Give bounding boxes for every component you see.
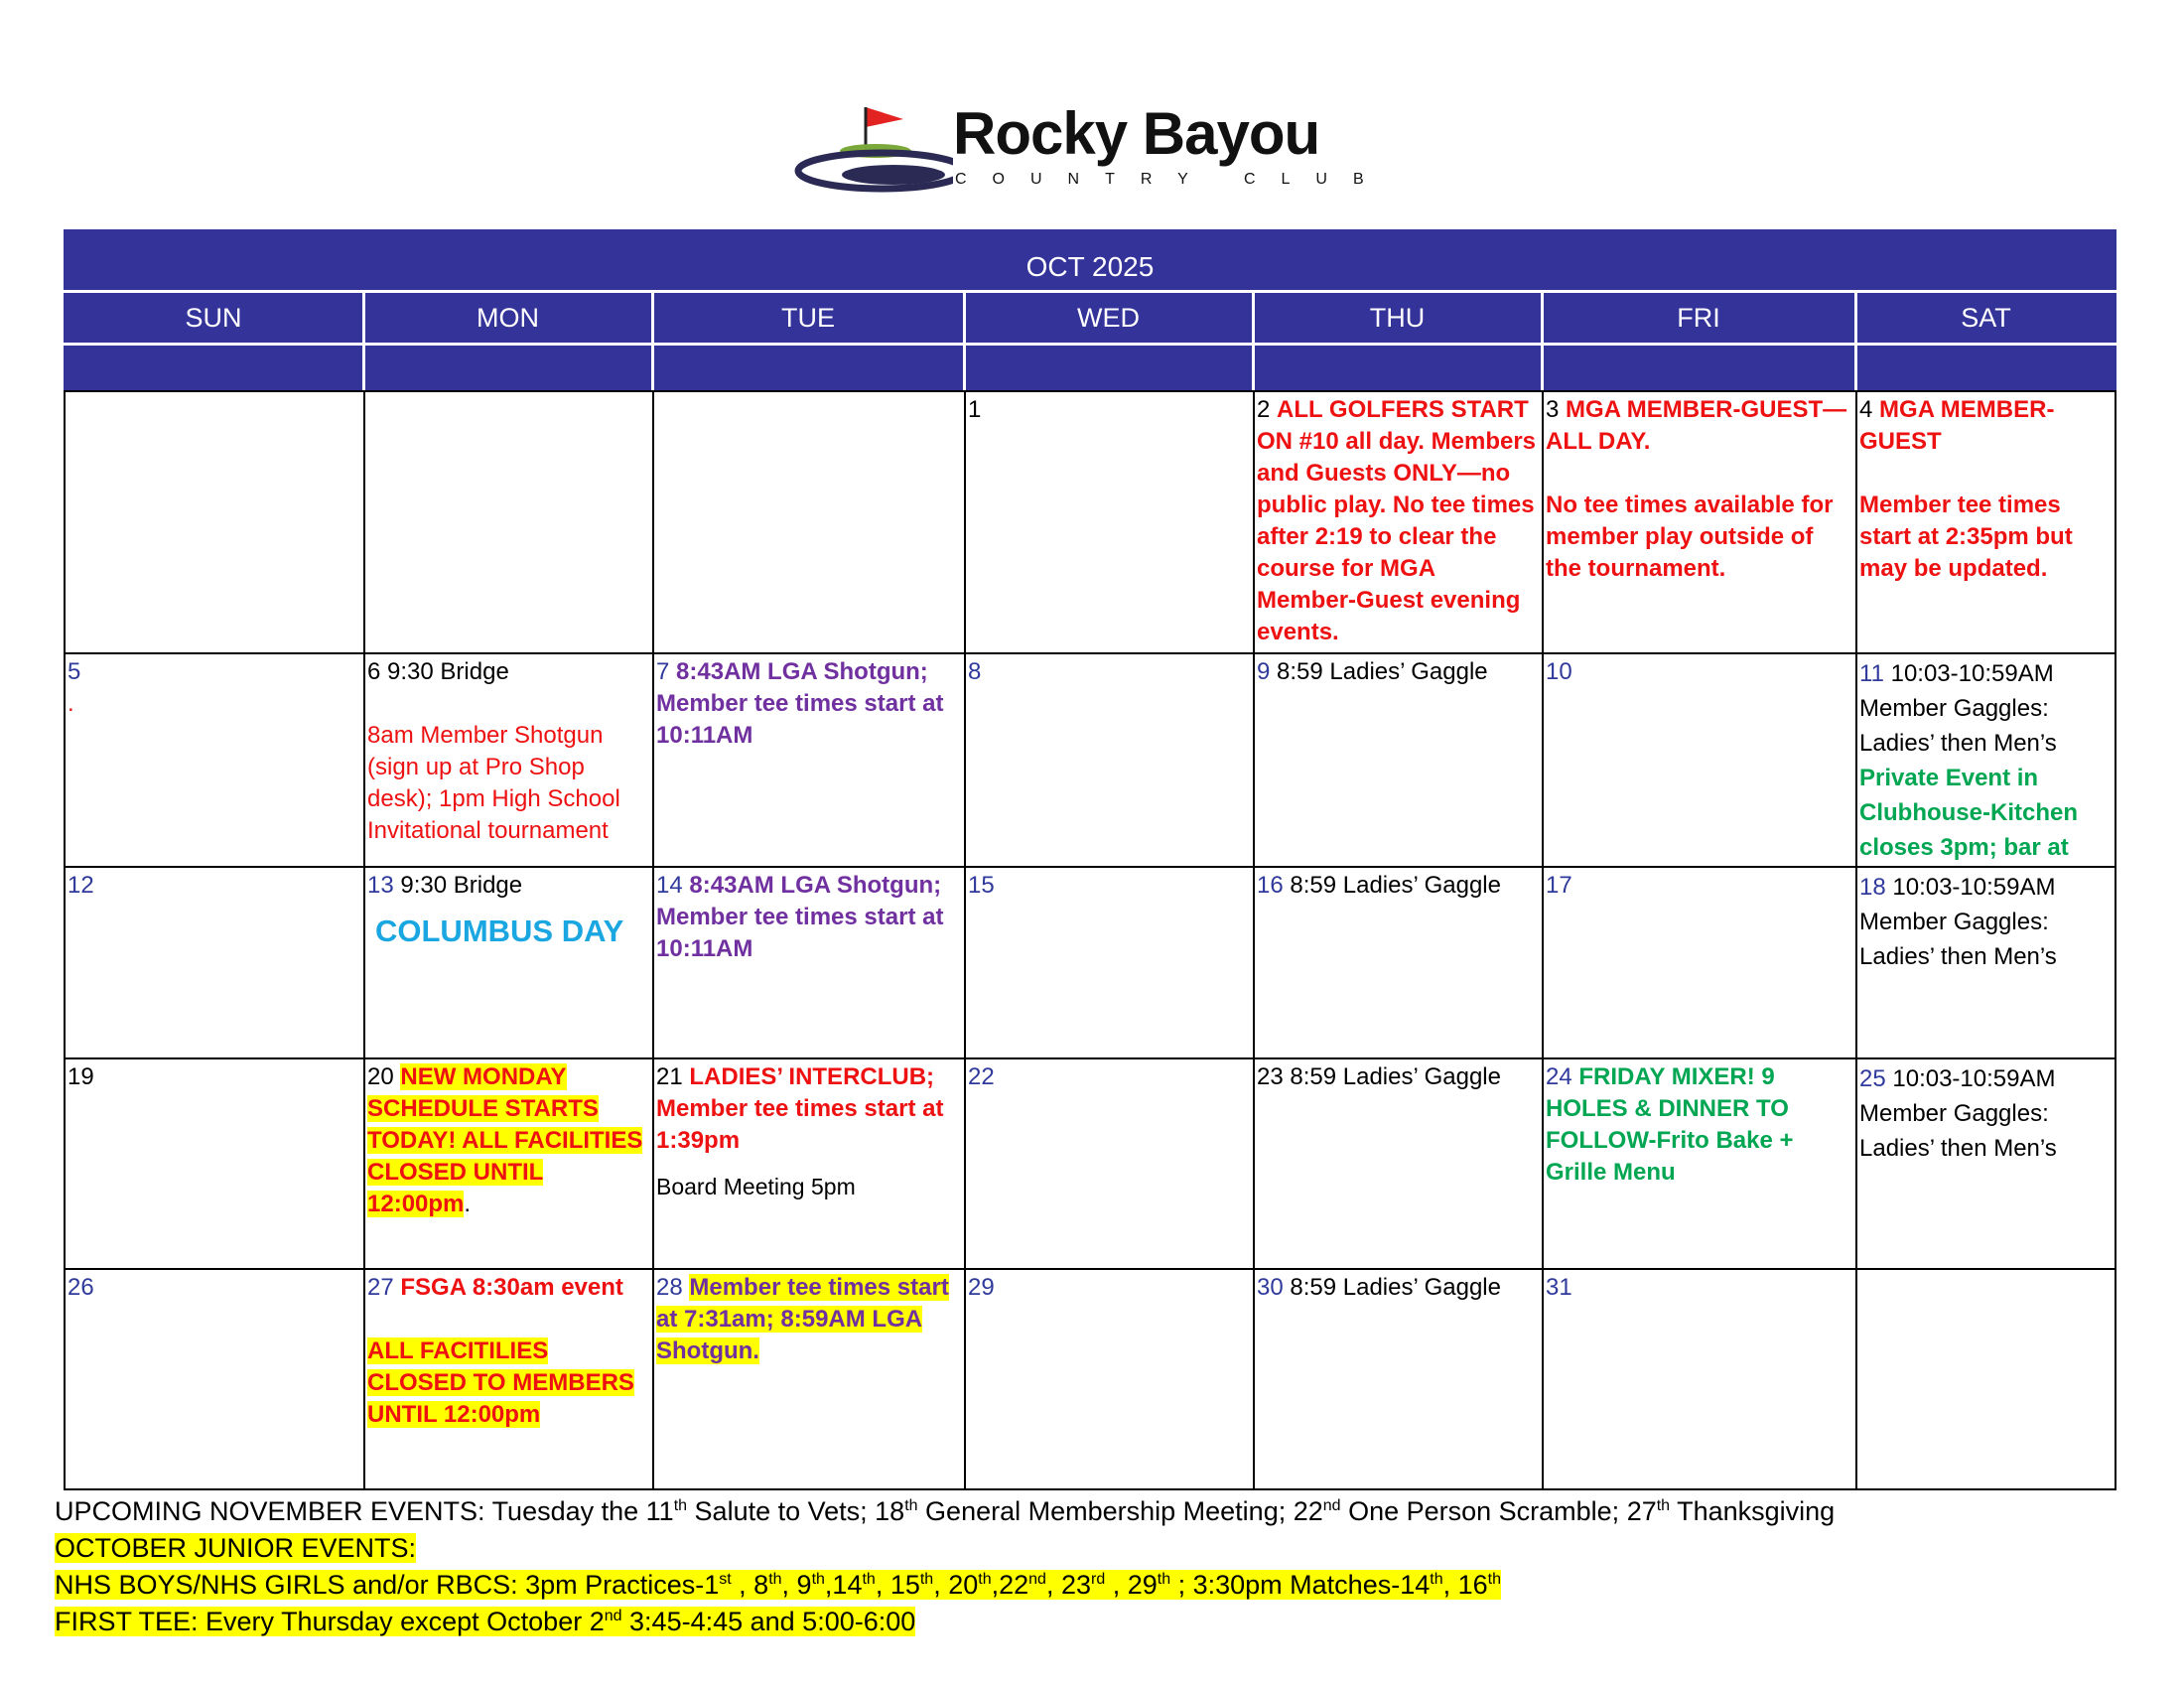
footer-text: Thanksgiving bbox=[1670, 1496, 1836, 1526]
footer-text: General Membership Meeting; 22 bbox=[917, 1496, 1323, 1526]
event-text: 8:59 Ladies’ Gaggle bbox=[1290, 1063, 1501, 1090]
event-text: 9:30 Bridge bbox=[387, 658, 509, 685]
day-number: 26 bbox=[68, 1274, 94, 1301]
day-cell-21 bbox=[654, 1059, 964, 1268]
event-text: 10:03-10:59AM Member Gaggles: Ladies’ then Men’s bbox=[1859, 660, 2057, 757]
day-number: 16 bbox=[1257, 872, 1284, 899]
event-text: FRIDAY MIXER! 9 HOLES & DINNER TO FOLLOW-Frito Bake + Grille Menu bbox=[1546, 1063, 1794, 1186]
day-cell-14 bbox=[654, 868, 964, 1057]
first-tee bbox=[55, 1604, 2139, 1640]
header-spacer-row bbox=[64, 346, 2116, 390]
event-text: NEW MONDAY SCHEDULE STARTS TODAY! ALL FACILITIES CLOSED UNTIL 12:00pm bbox=[367, 1063, 643, 1217]
day-number: 21 bbox=[656, 1063, 683, 1090]
footer-text: OCTOBER JUNIOR EVENTS: bbox=[55, 1533, 417, 1563]
day-number: 15 bbox=[968, 872, 995, 899]
event-text: 9:30 Bridge bbox=[400, 872, 523, 899]
ordinal-suffix: nd bbox=[604, 1608, 622, 1624]
day-number: 28 bbox=[656, 1274, 683, 1301]
event-text: 8:59 Ladies’ Gaggle bbox=[1290, 872, 1501, 899]
event-text: 8:59 Ladies’ Gaggle bbox=[1290, 1274, 1501, 1301]
day-number: 24 bbox=[1546, 1063, 1572, 1090]
footer-text: ,14 bbox=[824, 1570, 863, 1600]
logo-title: Rocky Bayou bbox=[953, 100, 1320, 167]
event-text: 8:43AM LGA Shotgun; Member tee times start at 10:11AM bbox=[656, 658, 944, 749]
day-number: 9 bbox=[1257, 658, 1271, 685]
day-cell-22 bbox=[966, 1059, 1253, 1268]
ordinal-suffix: th bbox=[919, 1571, 934, 1588]
event-text: LADIES’ INTERCLUB; bbox=[689, 1063, 935, 1090]
day-number: 17 bbox=[1546, 872, 1572, 899]
ordinal-suffix: th bbox=[811, 1571, 825, 1588]
footer-notes bbox=[55, 1493, 2139, 1640]
event-text: 8:43AM LGA Shotgun; Member tee times start at 10:11AM bbox=[656, 872, 944, 962]
footer-text: ; 3:30pm Matches-14 bbox=[1170, 1570, 1431, 1600]
ordinal-suffix: st bbox=[719, 1571, 732, 1588]
day-cell-9 bbox=[1255, 654, 1542, 866]
day-cell-25 bbox=[1857, 1059, 2115, 1268]
event-text: 10:03-10:59AM Member Gaggles: Ladies’ then Men’s bbox=[1859, 1065, 2057, 1162]
junior-events-title bbox=[55, 1530, 2139, 1567]
day-cell-29 bbox=[966, 1270, 1253, 1488]
event-text: Member tee times start at 1:39pm bbox=[656, 1095, 944, 1154]
day-number: 3 bbox=[1546, 396, 1560, 423]
club-logo bbox=[794, 99, 1390, 199]
day-number: 8 bbox=[968, 658, 982, 685]
day-number: 30 bbox=[1257, 1274, 1284, 1301]
weekday-fri: FRI bbox=[1677, 303, 1720, 333]
day-cell-31 bbox=[1544, 1270, 1855, 1488]
weekday-sat: SAT bbox=[1961, 303, 2011, 333]
footer-text: Salute to Vets; 18 bbox=[687, 1496, 905, 1526]
event-text: Member tee times start at 7:31am; 8:59AM LGA Shotgun. bbox=[656, 1274, 949, 1364]
day-cell-3 bbox=[1544, 392, 1855, 652]
weekday-thu: THU bbox=[1369, 303, 1426, 333]
footer-text: ,22 bbox=[991, 1570, 1029, 1600]
event-text: ALL FACITILIES CLOSED TO MEMBERS UNTIL 12:00pm bbox=[367, 1337, 634, 1428]
weekday-header bbox=[64, 293, 2116, 343]
day-cell-10 bbox=[1544, 654, 1855, 866]
ordinal-suffix: th bbox=[1487, 1571, 1501, 1588]
footer-text: , 9 bbox=[781, 1570, 812, 1600]
footer-text: , 20 bbox=[933, 1570, 979, 1600]
golf-flag-logo-icon bbox=[794, 99, 953, 199]
day-cell-23 bbox=[1255, 1059, 1542, 1268]
ordinal-suffix: th bbox=[978, 1571, 992, 1588]
month-header bbox=[64, 229, 2116, 290]
footer-text: UPCOMING NOVEMBER EVENTS: Tuesday the 11 bbox=[55, 1496, 674, 1526]
day-cell-26 bbox=[66, 1270, 363, 1488]
day-cell-8 bbox=[966, 654, 1253, 866]
day-number: 19 bbox=[68, 1063, 94, 1090]
day-cell-7 bbox=[654, 654, 964, 866]
ordinal-suffix: nd bbox=[1028, 1571, 1046, 1588]
day-number: 23 bbox=[1257, 1063, 1284, 1090]
day-cell-16 bbox=[1255, 868, 1542, 1057]
footer-text: FIRST TEE: Every Thursday except October 2 bbox=[55, 1607, 605, 1636]
day-cell-5 bbox=[66, 654, 363, 866]
event-text: Board Meeting 5pm bbox=[656, 1174, 856, 1199]
holiday-label: COLUMBUS DAY bbox=[375, 914, 624, 948]
event-text: Member tee times start at 2:35pm but may be updated. bbox=[1859, 492, 2073, 582]
event-text: ALL GOLFERS START ON #10 all day. Members and Guests ONLY—no public play. No tee times after 2:19 to clear the course for MGA Member-Guest evening events. bbox=[1257, 396, 1537, 645]
day-cell-20 bbox=[365, 1059, 652, 1268]
footer-text: , 15 bbox=[875, 1570, 920, 1600]
ordinal-suffix: th bbox=[673, 1497, 688, 1514]
day-number: 22 bbox=[968, 1063, 995, 1090]
day-cell-18 bbox=[1857, 868, 2115, 1057]
ordinal-suffix: th bbox=[862, 1571, 876, 1588]
day-number: 20 bbox=[367, 1063, 394, 1090]
day-number: 11 bbox=[1859, 660, 1884, 687]
event-text: FSGA 8:30am event bbox=[400, 1274, 623, 1301]
event-text: 10:03-10:59AM Member Gaggles: Ladies’ then Men’s bbox=[1859, 874, 2057, 970]
event-text: 8:59 Ladies’ Gaggle bbox=[1277, 658, 1488, 685]
weekday-sun: SUN bbox=[185, 303, 242, 333]
ordinal-suffix: th bbox=[904, 1497, 918, 1514]
event-text: Private Event in Clubhouse-Kitchen closes 3pm; bar at bbox=[1859, 765, 2078, 861]
footer-text: NHS BOYS/NHS GIRLS and/or RBCS: 3pm Practices-1 bbox=[55, 1570, 720, 1600]
day-number: 31 bbox=[1546, 1274, 1572, 1301]
day-cell-30 bbox=[1255, 1270, 1542, 1488]
event-text: MGA MEMBER-GUEST—ALL DAY. bbox=[1546, 396, 1847, 455]
footer-text: , 8 bbox=[731, 1570, 769, 1600]
day-cell-6 bbox=[365, 654, 652, 866]
day-cell-2 bbox=[1255, 392, 1542, 652]
nhs-practices bbox=[55, 1567, 2139, 1604]
day-cell-12 bbox=[66, 868, 363, 1057]
day-cell-4 bbox=[1857, 392, 2115, 652]
day-number: 14 bbox=[656, 872, 683, 899]
day-number: 25 bbox=[1859, 1065, 1886, 1092]
ordinal-suffix: th bbox=[1656, 1497, 1671, 1514]
day-number: 7 bbox=[656, 658, 670, 685]
day-cell-11 bbox=[1857, 654, 2115, 866]
day-cell-27 bbox=[365, 1270, 652, 1488]
november-events bbox=[55, 1493, 2139, 1530]
footer-text: , 23 bbox=[1045, 1570, 1091, 1600]
ordinal-suffix: nd bbox=[1322, 1497, 1341, 1514]
event-text: . bbox=[68, 690, 74, 717]
event-text-period: . bbox=[464, 1191, 472, 1217]
day-cell-17 bbox=[1544, 868, 1855, 1057]
day-number: 27 bbox=[367, 1274, 394, 1301]
ordinal-suffix: th bbox=[1430, 1571, 1443, 1588]
footer-text: , 29 bbox=[1105, 1570, 1158, 1600]
day-number: 18 bbox=[1859, 874, 1886, 901]
weekday-tue: TUE bbox=[781, 303, 835, 333]
day-number: 2 bbox=[1257, 396, 1271, 423]
event-text: MGA MEMBER-GUEST bbox=[1859, 396, 2055, 455]
day-number: 13 bbox=[367, 872, 394, 899]
footer-text: , 16 bbox=[1442, 1570, 1488, 1600]
event-text: 8am Member Shotgun (sign up at Pro Shop desk); 1pm High School Invitational tournament bbox=[367, 722, 620, 844]
day-number: 4 bbox=[1859, 396, 1873, 423]
month-title: OCT 2025 bbox=[1025, 251, 1155, 282]
day-number: 12 bbox=[68, 872, 94, 899]
day-cell-15 bbox=[966, 868, 1253, 1057]
event-text: No tee times available for member play outside of the tournament. bbox=[1546, 492, 1834, 582]
weekday-wed: WED bbox=[1077, 303, 1140, 333]
ordinal-suffix: th bbox=[768, 1571, 782, 1588]
calendar-grid bbox=[64, 390, 2116, 1490]
day-cell-1 bbox=[966, 392, 1253, 652]
day-number: 5 bbox=[68, 658, 81, 685]
ordinal-suffix: rd bbox=[1090, 1571, 1106, 1588]
day-cell-13 bbox=[365, 868, 652, 1057]
day-number: 10 bbox=[1546, 658, 1572, 685]
day-cell-24 bbox=[1544, 1059, 1855, 1268]
day-number: 1 bbox=[968, 396, 982, 423]
weekday-mon: MON bbox=[477, 303, 539, 333]
day-number: 6 bbox=[367, 658, 381, 685]
day-cell-19 bbox=[66, 1059, 363, 1268]
ordinal-suffix: th bbox=[1157, 1571, 1171, 1588]
day-number: 29 bbox=[968, 1274, 995, 1301]
day-cell-28 bbox=[654, 1270, 964, 1488]
footer-text: One Person Scramble; 27 bbox=[1340, 1496, 1657, 1526]
footer-text: 3:45-4:45 and 5:00-6:00 bbox=[621, 1607, 916, 1636]
logo-subtitle: COUNTRY CLUB bbox=[955, 171, 1390, 188]
